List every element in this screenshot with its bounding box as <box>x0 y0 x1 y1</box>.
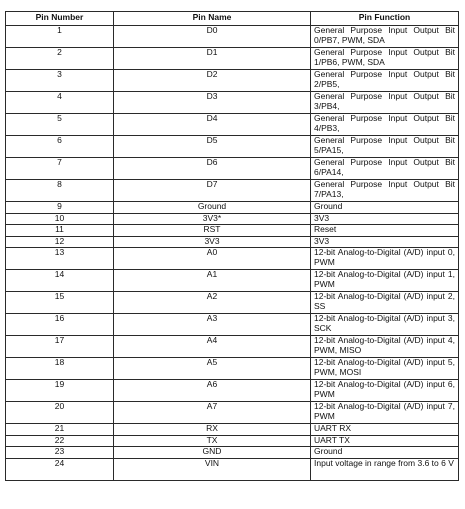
pin-function-cell: General Purpose Input Output Bit 4/PB3, <box>311 114 459 136</box>
pin-name-cell: A0 <box>114 248 311 270</box>
table-row <box>6 248 459 270</box>
pin-table <box>5 11 459 481</box>
pin-number-cell: 22 <box>6 435 114 447</box>
pin-name-cell: VIN <box>114 458 311 480</box>
pin-function-cell: UART RX <box>311 424 459 436</box>
pin-name-cell: D4 <box>114 114 311 136</box>
table-row <box>6 380 459 402</box>
pin-number-cell: 24 <box>6 458 114 480</box>
pin-function-cell: 12-bit Analog-to-Digital (A/D) input 7, PWM <box>311 402 459 424</box>
pin-name-cell: D5 <box>114 136 311 158</box>
table-row <box>6 180 459 202</box>
pin-number-cell: 1 <box>6 26 114 48</box>
pin-name-cell: D6 <box>114 158 311 180</box>
pin-function-cell: 12-bit Analog-to-Digital (A/D) input 3, SCK <box>311 314 459 336</box>
table-row <box>6 48 459 70</box>
table-row <box>6 402 459 424</box>
table-row <box>6 225 459 237</box>
pin-name-cell: D3 <box>114 92 311 114</box>
pin-name-cell: A1 <box>114 270 311 292</box>
pin-number-cell: 13 <box>6 248 114 270</box>
pin-name-cell: Ground <box>114 202 311 214</box>
pin-function-cell: General Purpose Input Output Bit 2/PB5, <box>311 70 459 92</box>
pin-function-cell: General Purpose Input Output Bit 5/PA15, <box>311 136 459 158</box>
pin-name-cell: RST <box>114 225 311 237</box>
pin-name-cell: GND <box>114 447 311 459</box>
pin-function-cell: Input voltage in range from 3.6 to 6 V <box>311 458 459 480</box>
table-row <box>6 270 459 292</box>
pin-number-cell: 11 <box>6 225 114 237</box>
pin-function-cell: Reset <box>311 225 459 237</box>
pin-number-cell: 19 <box>6 380 114 402</box>
pin-function-cell: Ground <box>311 202 459 214</box>
table-row <box>6 292 459 314</box>
pin-function-cell: General Purpose Input Output Bit 0/PB7, PWM, SDA <box>311 26 459 48</box>
pin-number-cell: 8 <box>6 180 114 202</box>
pin-function-cell: 12-bit Analog-to-Digital (A/D) input 6, PWM <box>311 380 459 402</box>
pin-number-cell: 3 <box>6 70 114 92</box>
pin-number-cell: 7 <box>6 158 114 180</box>
pin-name-cell: 3V3* <box>114 213 311 225</box>
table-row <box>6 92 459 114</box>
table-row <box>6 435 459 447</box>
pin-number-cell: 14 <box>6 270 114 292</box>
pin-function-cell: 12-bit Analog-to-Digital (A/D) input 1, PWM <box>311 270 459 292</box>
table-row <box>6 26 459 48</box>
pin-number-cell: 4 <box>6 92 114 114</box>
table-row <box>6 213 459 225</box>
pin-number-cell: 9 <box>6 202 114 214</box>
header-pin-function: Pin Function <box>311 12 459 26</box>
pin-name-cell: A3 <box>114 314 311 336</box>
pin-number-cell: 15 <box>6 292 114 314</box>
pin-number-cell: 18 <box>6 358 114 380</box>
pin-name-cell: D2 <box>114 70 311 92</box>
pin-function-cell: 3V3 <box>311 236 459 248</box>
pin-number-cell: 6 <box>6 136 114 158</box>
table-row <box>6 458 459 480</box>
table-row <box>6 358 459 380</box>
table-row <box>6 70 459 92</box>
pin-function-cell: General Purpose Input Output Bit 3/PB4, <box>311 92 459 114</box>
pin-number-cell: 5 <box>6 114 114 136</box>
table-row <box>6 314 459 336</box>
table-header <box>6 12 459 26</box>
pin-function-cell: 12-bit Analog-to-Digital (A/D) input 0, PWM <box>311 248 459 270</box>
table-row <box>6 447 459 459</box>
pin-name-cell: D0 <box>114 26 311 48</box>
header-pin-name: Pin Name <box>114 12 311 26</box>
pin-name-cell: A7 <box>114 402 311 424</box>
table-row <box>6 336 459 358</box>
pin-name-cell: D7 <box>114 180 311 202</box>
pin-function-cell: General Purpose Input Output Bit 6/PA14, <box>311 158 459 180</box>
pin-number-cell: 23 <box>6 447 114 459</box>
pin-name-cell: A5 <box>114 358 311 380</box>
table-row <box>6 158 459 180</box>
pin-function-cell: 12-bit Analog-to-Digital (A/D) input 5, PWM, MOSI <box>311 358 459 380</box>
pin-function-cell: UART TX <box>311 435 459 447</box>
pin-function-cell: Ground <box>311 447 459 459</box>
table-body <box>6 26 459 481</box>
pin-function-cell: General Purpose Input Output Bit 1/PB6, PWM, SDA <box>311 48 459 70</box>
pin-name-cell: TX <box>114 435 311 447</box>
pin-number-cell: 10 <box>6 213 114 225</box>
pin-name-cell: A6 <box>114 380 311 402</box>
header-pin-number: Pin Number <box>6 12 114 26</box>
pin-number-cell: 2 <box>6 48 114 70</box>
pin-number-cell: 16 <box>6 314 114 336</box>
header-row <box>6 12 459 26</box>
pin-function-cell: 12-bit Analog-to-Digital (A/D) input 4, PWM, MISO <box>311 336 459 358</box>
pin-function-cell: 3V3 <box>311 213 459 225</box>
pin-number-cell: 17 <box>6 336 114 358</box>
table-row <box>6 236 459 248</box>
pin-name-cell: A2 <box>114 292 311 314</box>
table-row <box>6 202 459 214</box>
pin-name-cell: 3V3 <box>114 236 311 248</box>
pin-name-cell: D1 <box>114 48 311 70</box>
pin-name-cell: RX <box>114 424 311 436</box>
pin-number-cell: 21 <box>6 424 114 436</box>
pin-function-cell: General Purpose Input Output Bit 7/PA13, <box>311 180 459 202</box>
table-row <box>6 136 459 158</box>
pin-number-cell: 20 <box>6 402 114 424</box>
pin-number-cell: 12 <box>6 236 114 248</box>
pin-name-cell: A4 <box>114 336 311 358</box>
table-row <box>6 114 459 136</box>
table-row <box>6 424 459 436</box>
pin-function-cell: 12-bit Analog-to-Digital (A/D) input 2, SS <box>311 292 459 314</box>
